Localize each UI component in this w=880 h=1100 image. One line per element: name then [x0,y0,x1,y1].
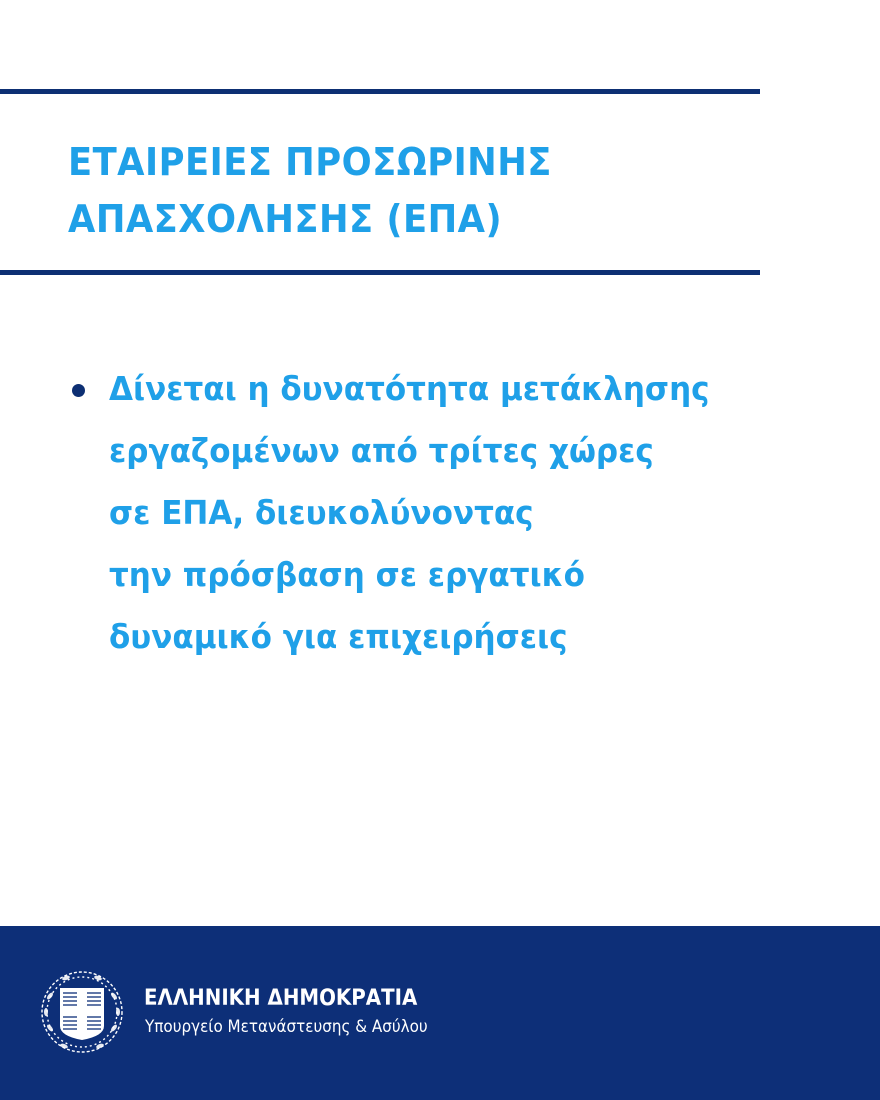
page-title-line-2: ΑΠΑΣΧΟΛΗΣΗΣ (ΕΠΑ) [68,197,503,241]
footer-banner [0,926,880,1100]
bullet-dot-icon [72,384,85,397]
bullet-line: εργαζομένων από τρίτες χώρες [109,431,654,470]
bullet-line: σε ΕΠΑ, διευκολύνοντας [109,493,534,532]
bullet-line: την πρόσβαση σε εργατικό [109,555,585,594]
bullet-line: δυναμικό για επιχειρήσεις [109,617,568,656]
header-top-divider [0,89,760,94]
header-bottom-divider [0,270,760,275]
bullet-text [109,358,710,668]
page-title [68,134,552,248]
bullet-line: Δίνεται η δυνατότητα μετάκλησης [109,369,710,408]
footer-subtitle: Υπουργείο Μετανάστευσης & Ασύλου [145,1017,428,1036]
greek-coat-of-arms-icon [36,966,128,1058]
footer-title: ΕΛΛΗΝΙΚΗ ΔΗΜΟΚΡΑΤΙΑ [144,986,418,1011]
page-title-line-1: ΕΤΑΙΡΕΙΕΣ ΠΡΟΣΩΡΙΝΗΣ [68,140,552,184]
